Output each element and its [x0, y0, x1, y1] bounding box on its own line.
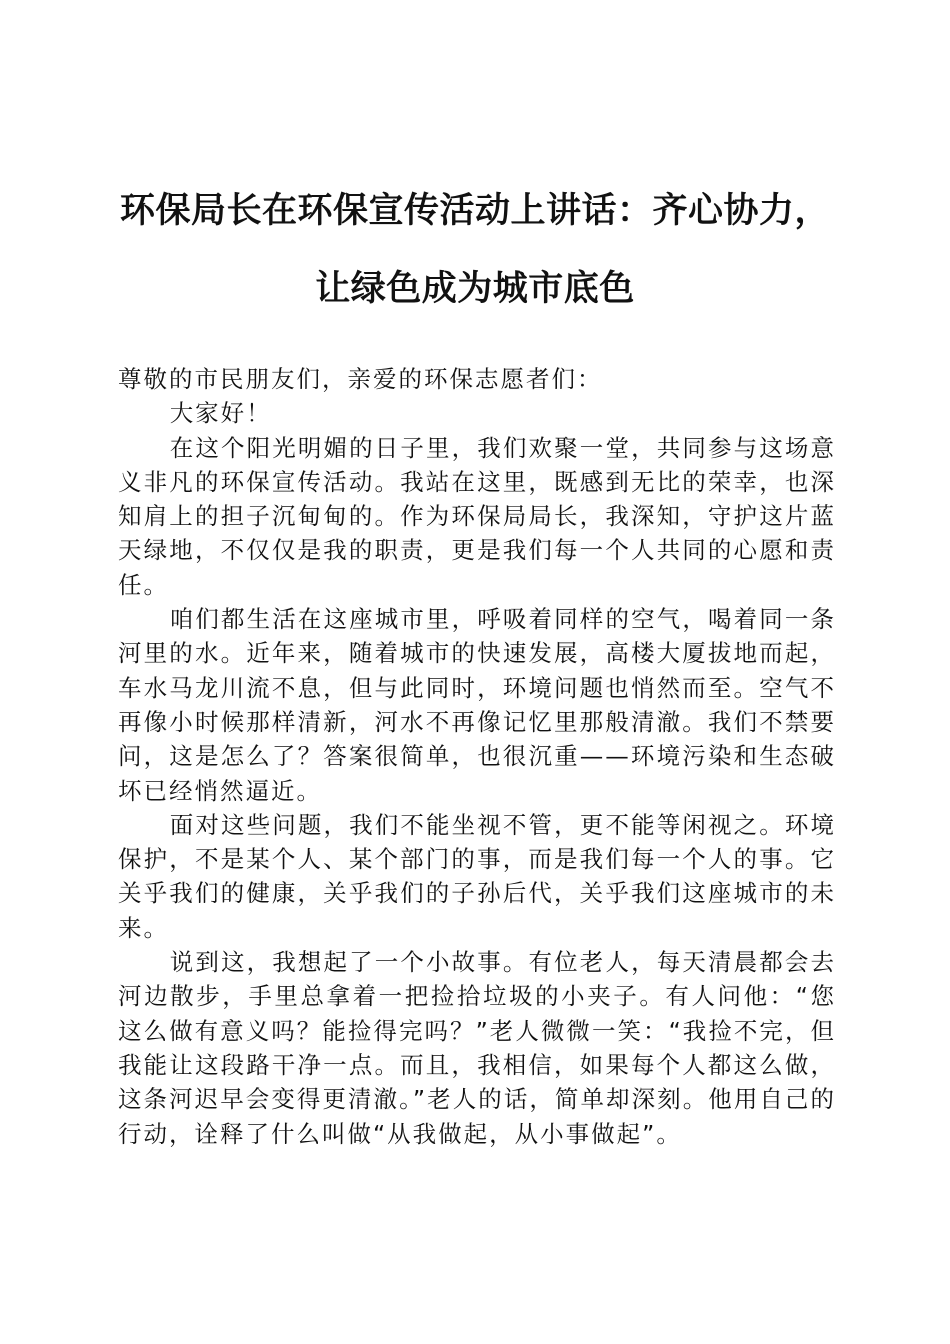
- title-line-1: 环保局长在环保宣传活动上讲话：齐心协力，: [119, 190, 830, 231]
- paragraph-problem: 咱们都生活在这座城市里，呼吸着同样的空气，喝着同一条河里的水。近年来，随着城市的快速发展，高楼大厦拔地而起，车水马龙川流不息，但与此同时，环境问题也悄然而至。空气不再像小时候那样清新，河水不再像记忆里那般清澈。我们不禁要问，这是怎么了？答案很简单，也很沉重——环境污染和生态破坏已经悄然逼近。: [118, 605, 836, 805]
- document-body: [118, 362, 836, 1151]
- paragraph-intro: 在这个阳光明媚的日子里，我们欢聚一堂，共同参与这场意义非凡的环保宣传活动。我站在这里，既感到无比的荣幸，也深知肩上的担子沉甸甸的。作为环保局局长，我深知，守护这片蓝天绿地，不仅仅是我的职责，更是我们每一个人共同的心愿和责任。: [118, 433, 836, 599]
- paragraph-greeting: 大家好！: [169, 399, 272, 428]
- document-title: [90, 172, 860, 328]
- paragraph-responsibility: 面对这些问题，我们不能坐视不管，更不能等闲视之。环境保护，不是某个人、某个部门的事，而是我们每一个人的事。它关乎我们的健康，关乎我们的子孙后代，关乎我们这座城市的未来。: [118, 810, 836, 942]
- salutation: 尊敬的市民朋友们，亲爱的环保志愿者们：: [118, 365, 603, 393]
- title-line-2: 让绿色成为城市底色: [315, 268, 635, 309]
- paragraph-story: 说到这，我想起了一个小故事。有位老人，每天清晨都会去河边散步，手里总拿着一把捡拾垃圾的小夹子。有人问他：“您这么做有意义吗？能捡得完吗？”老人微微一笑：“我捡不完，但我能让这段路干净一点。而且，我相信，如果每个人都这么做，这条河迟早会变得更清澈。”老人的话，简单却深刻。他用自己的行动，诠释了什么叫做“从我做起，从小事做起”。: [118, 948, 836, 1148]
